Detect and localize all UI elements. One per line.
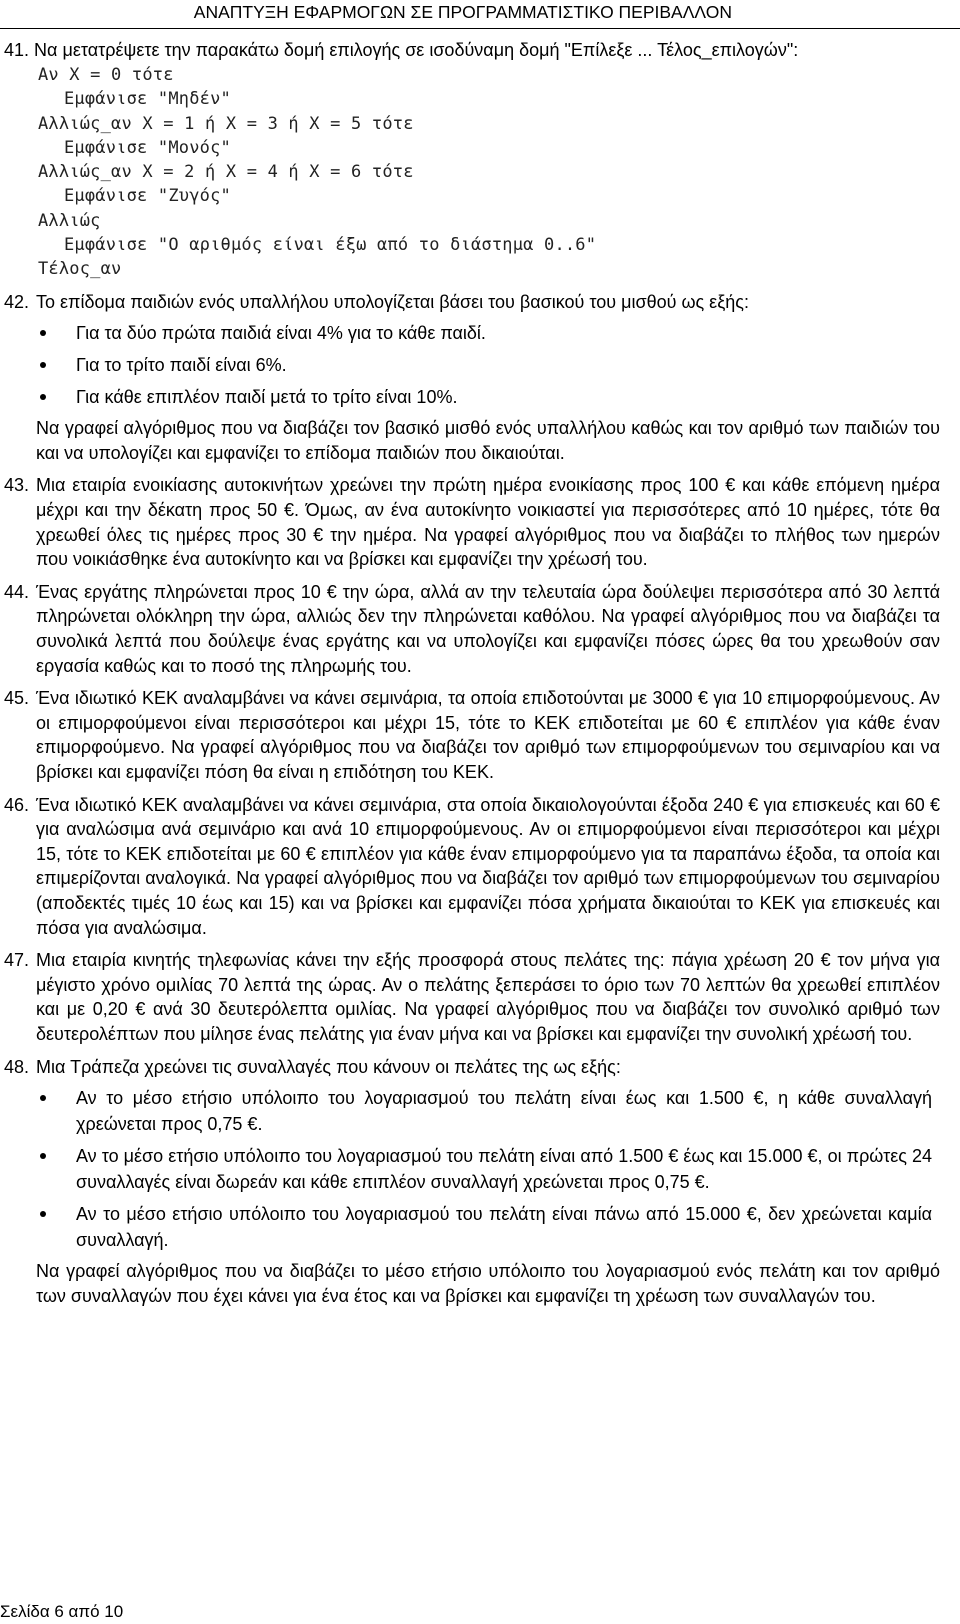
problem-number: 46.: [4, 794, 30, 815]
code-line: Αλλιώς_αν Χ = 2 ή Χ = 4 ή Χ = 6 τότε: [38, 162, 414, 183]
bullet-icon: [40, 1095, 46, 1101]
problem-number: 48.: [4, 1056, 30, 1077]
code-line: Εμφάνισε "Ο αριθμός είναι έξω από το διάστημα 0..6": [64, 235, 597, 256]
problem-42-instruction: Να γραφεί αλγόριθμος που να διαβάζει τον βασικό μισθό ενός υπαλλήλου καθώς και τον αριθμό των παιδιών του και να υπολογίζει και εμφανίζει το επίδομα παιδιών που δικαιούται.: [36, 418, 940, 463]
list-item: Για τα δύο πρώτα παιδιά είναι 4% για το κάθε παιδί.: [0, 320, 940, 346]
problem-45-text: [4, 686, 940, 784]
problem-44-text: [4, 580, 940, 678]
problem-44: [0, 580, 940, 678]
problem-45: [0, 686, 940, 784]
page-footer: Σελίδα 6 από 10: [0, 1602, 124, 1621]
problem-text: Μια Τράπεζα χρεώνει τις συναλλαγές που κάνουν οι πελάτες της ως εξής:: [36, 1056, 621, 1077]
problem-47-text: [4, 948, 940, 1046]
problem-number: 41.: [4, 40, 30, 60]
list-item: Για το τρίτο παιδί είναι 6%.: [0, 352, 940, 378]
list-item: Αν το μέσο ετήσιο υπόλοιπο του λογαριασμού του πελάτη είναι πάνω από 15.000 €, δεν χρεώνεται καμία συναλλαγή.: [0, 1201, 940, 1253]
list-item: Για κάθε επιπλέον παιδί μετά το τρίτο είναι 10%.: [0, 384, 940, 410]
problem-42-text: [4, 290, 940, 315]
code-line: Αν Χ = 0 τότε: [38, 65, 174, 85]
code-line: Εμφάνισε "Ζυγός": [64, 186, 231, 207]
problem-41: [0, 38, 940, 282]
header-divider: [0, 28, 960, 29]
page-content: [0, 38, 940, 1316]
problem-number: 47.: [4, 950, 30, 971]
problem-42: [0, 290, 940, 466]
problem-number: 44.: [4, 581, 30, 602]
code-line: Αλλιώς_αν Χ = 1 ή Χ = 3 ή Χ = 5 τότε: [38, 113, 414, 134]
bullet-list: [0, 1085, 940, 1253]
problem-43: [0, 473, 940, 571]
problem-48: [0, 1055, 940, 1309]
problem-text: Μια εταιρία κινητής τηλεφωνίας κάνει την εξής προσφορά στους πελάτες της: πάγια χρέωση 20 € τον μήνα για μέγιστο χρόνο ομιλίας 70 λεπτά της ώρας. Αν ο πελάτης ξεπεράσει το όριο των 70 λεπτών θα χρεωθεί επιπλέον και με 0,20 € ανά 30 δευτερόλεπτα ομιλίας. Να γραφεί αλγόριθμος που να διαβάζει τον συνολικό αριθμό των δευτερολέπτων που μίλησε ένας πελάτης για έναν μήνα και να βρίσκει και εμφανίζει την συνολική χρέωσή του.: [36, 950, 940, 1044]
code-line: Εμφάνισε "Μηδέν": [64, 89, 231, 110]
problem-43-text: [4, 473, 940, 571]
problem-text: Ένα ιδιωτικό ΚΕΚ αναλαμβάνει να κάνει σεμινάρια, στα οποία δικαιολογούνται έξοδα 240 € για επισκευές και 60 € για αναλώσιμα ανά σεμινάριο και ανά 10 επιμορφούμενους. Αν οι επιμορφούμενοι είναι περισσότεροι και μέχρι 15, τότε το ΚΕΚ επιδοτείται με 60 € επιπλέον για κάθε έναν επιμορφούμενο για τα παραπάνω έξοδα, τα οποία και επιμερίζονται αναλογικά. Να γραφεί αλγόριθμος που να διαβάζει τον αριθμό των επιμορφούμενων του σεμιναρίου (αποδεκτές τιμές 10 έως και 15) και να βρίσκει και εμφανίζει πόσα χρήματα δικαιούται το ΚΕΚ για επισκευές και πόσα για αναλώσιμα.: [36, 794, 940, 938]
bullet-icon: [40, 1211, 46, 1217]
problem-text: Να μετατρέψετε την παρακάτω δομή επιλογής σε ισοδύναμη δομή "Επίλεξε ... Τέλος_επιλογών":: [34, 40, 799, 60]
bullet-icon: [40, 394, 46, 400]
code-line: Αλλιώς: [38, 210, 101, 231]
bullet-list: [0, 320, 940, 410]
problem-number: 43.: [4, 475, 30, 496]
bullet-icon: [40, 330, 46, 336]
problem-47: [0, 948, 940, 1046]
code-line: Τέλος_αν: [38, 259, 122, 280]
bullet-icon: [40, 362, 46, 368]
code-line: Εμφάνισε "Μονός": [64, 137, 231, 158]
problem-text: Ένας εργάτης πληρώνεται προς 10 € την ώρα, αλλά αν την τελευταία ώρα δούλεψει περισσότερα από 30 λεπτά πληρώνεται ολόκληρη την ώρα, αλλιώς δεν την πληρώνεται καθόλου. Να γραφεί αλγόριθμος που να διαβάζει τα συνολικά λεπτά που δούλεψε ένας εργάτης και να υπολογίζει και εμφανίζει πόσες ώρες θα του χρεωθούν σαν εργασία καθώς και το ποσό της πληρωμής του.: [36, 581, 940, 676]
list-item: Αν το μέσο ετήσιο υπόλοιπο του λογαριασμού του πελάτη είναι έως και 1.500 €, η κάθε συναλλαγή χρεώνεται προς 0,75 €.: [0, 1085, 940, 1137]
problem-text: Το επίδομα παιδιών ενός υπαλλήλου υπολογίζεται βάσει του βασικού του μισθού ως εξής:: [36, 291, 749, 312]
list-item: Αν το μέσο ετήσιο υπόλοιπο του λογαριασμού του πελάτη είναι από 1.500 € έως και 15.000 €, οι πρώτες 24 συναλλαγές είναι δωρεάν και κάθε επιπλέον συναλλαγή χρεώνεται προς 0,75 €.: [0, 1143, 940, 1195]
bullet-icon: [40, 1153, 46, 1159]
page-header: ΑΝΑΠΤΥΞΗ ΕΦΑΡΜΟΓΩΝ ΣΕ ΠΡΟΓΡΑΜΜΑΤΙΣΤΙΚΟ ΠΕΡΙΒΑΛΛΟΝ: [193, 2, 732, 22]
problem-text: Ένα ιδιωτικό ΚΕΚ αναλαμβάνει να κάνει σεμινάρια, τα οποία επιδοτούνται με 3000 € για 10 επιμορφούμενους. Αν οι επιμορφούμενοι είναι περισσότεροι και μέχρι 15, τότε το ΚΕΚ επιδοτείται με 60 € επιπλέον για κάθε έναν επιμορφούμενο. Να γραφεί αλγόριθμος που να διαβάζει τον αριθμό των επιμορφούμενων του σεμιναρίου και να βρίσκει και εμφανίζει πόση θα είναι η επιδότηση του ΚΕΚ.: [36, 688, 940, 782]
problem-48-instruction: Να γραφεί αλγόριθμος που να διαβάζει το μέσο ετήσιο υπόλοιπο του λογαριασμού ενός πελάτη και τον αριθμό των συναλλαγών που έχει κάνει για ένα έτος και να βρίσκει και εμφανίζει τη χρέωση των συναλλαγών του.: [36, 1261, 940, 1306]
problem-46: [0, 793, 940, 941]
problem-number: 45.: [4, 688, 30, 709]
problem-46-text: [4, 793, 940, 941]
problem-48-text: [4, 1055, 940, 1080]
problem-number: 42.: [4, 291, 30, 312]
problem-41-text: [4, 38, 940, 63]
problem-text: Μια εταιρία ενοικίασης αυτοκινήτων χρεώνει την πρώτη ημέρα ενοικίασης προς 100 € και κάθε επόμενη ημέρα μέχρι και την δέκατη προς 50 €. Όμως, αν ένα αυτοκίνητο νοικιαστεί για περισσότερες από 10 ημέρες, τότε θα χρεωθεί όλες τις ημέρες προς 30 € την ημέρα. Να γραφεί αλγόριθμος που να διαβάζει το πλήθος των ημερών που νοικιάσθηκε ένα αυτοκίνητο και να βρίσκει και εμφανίζει την χρέωσή του.: [36, 475, 940, 570]
